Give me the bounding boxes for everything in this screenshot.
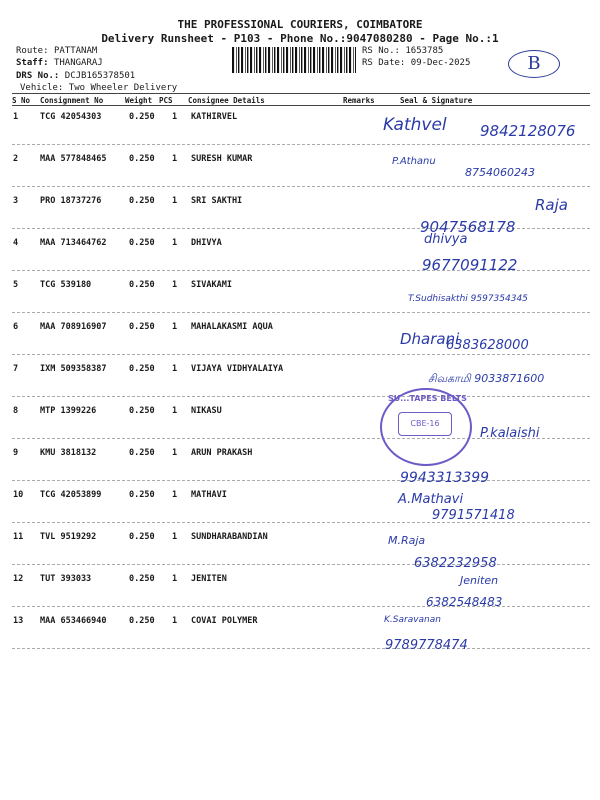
handwritten-note: 9791571418 — [432, 508, 515, 523]
row-name: DHIVYA — [191, 238, 222, 248]
handwritten-note: 9677091122 — [422, 256, 518, 274]
row-sno: 2 — [13, 154, 19, 164]
row-cno: TCG 42053899 — [40, 490, 102, 500]
handwritten-note: K.Saravanan — [384, 615, 441, 625]
row-wt: 0.250 — [129, 322, 155, 332]
col-remarks: Remarks — [343, 96, 375, 105]
handwritten-note: P.Athanu — [392, 156, 436, 167]
row-sno: 13 — [13, 616, 24, 626]
row-cno: TUT 393033 — [40, 574, 92, 584]
table-row-divider — [12, 312, 590, 313]
table-row-divider — [12, 144, 590, 145]
row-name: MAHALAKASMI AQUA — [191, 322, 273, 332]
row-wt: 0.250 — [129, 196, 155, 206]
col-consignment: Consignment No — [40, 96, 104, 105]
row-cno: IXM 509358387 — [40, 364, 107, 374]
row-cno: TCG 42054303 — [40, 112, 102, 122]
table-row-divider — [12, 480, 590, 481]
handwritten-note: Kathvel — [383, 115, 447, 135]
row-pcs: 1 — [172, 154, 178, 164]
row-name: SUNDHARABANDIAN — [191, 532, 268, 542]
row-sno: 11 — [13, 532, 24, 542]
vehicle-value: Two Wheeler Delivery — [68, 83, 178, 93]
header-top-rule — [12, 93, 590, 94]
row-cno: KMU 3818132 — [40, 448, 97, 458]
row-wt: 0.250 — [129, 490, 155, 500]
row-sno: 5 — [13, 280, 19, 290]
row-cno: MTP 1399226 — [40, 406, 97, 416]
handwritten-note: T.Sudhisakthi 9597354345 — [408, 294, 528, 304]
row-cno: PRO 18737276 — [40, 196, 102, 206]
row-name: ARUN PRAKASH — [191, 448, 253, 458]
handwritten-note: Raja — [535, 196, 568, 214]
handwritten-note: Jeniten — [460, 574, 499, 587]
rs-date-info: RS Date: 09-Dec-2025 — [362, 58, 471, 68]
row-cno: MAA 713464762 — [40, 238, 107, 248]
col-consignee: Consignee Details — [188, 96, 265, 105]
handwritten-note: 9943313399 — [400, 470, 490, 486]
row-sno: 6 — [13, 322, 19, 332]
document-subtitle: Delivery Runsheet - P103 - Phone No.:9047080280 - Page No.:1 — [101, 32, 499, 45]
handwritten-note: M.Raja — [388, 534, 426, 547]
row-cno: MAA 708916907 — [40, 322, 107, 332]
handwritten-note: 9789778474 — [385, 638, 468, 653]
row-name: SURESH KUMAR — [191, 154, 253, 164]
handwritten-note: A.Mathavi — [398, 492, 464, 507]
row-sno: 8 — [13, 406, 19, 416]
row-pcs: 1 — [172, 322, 178, 332]
col-seal-signature: Seal & Signature — [400, 96, 473, 105]
document-title: THE PROFESSIONAL COURIERS, COIMBATORE — [177, 18, 423, 31]
rs-date-value: 09-Dec-2025 — [410, 58, 471, 68]
table-row-divider — [12, 186, 590, 187]
col-weight: Weight — [125, 96, 153, 105]
row-pcs: 1 — [172, 238, 178, 248]
row-pcs: 1 — [172, 574, 178, 584]
table-row-divider — [12, 354, 590, 355]
row-sno: 1 — [13, 112, 19, 122]
row-wt: 0.250 — [129, 574, 155, 584]
row-cno: TVL 9519292 — [40, 532, 97, 542]
row-name: SRI SAKTHI — [191, 196, 243, 206]
row-pcs: 1 — [172, 364, 178, 374]
table-row-divider — [12, 396, 590, 397]
route-info: Route: PATTANAM — [16, 46, 98, 56]
handwritten-note: சிவகாமி 9033871600 — [428, 372, 545, 385]
table-row-divider — [12, 648, 590, 649]
handwritten-note: dhivya — [424, 232, 468, 247]
row-pcs: 1 — [172, 448, 178, 458]
col-pcs: PCS — [159, 96, 173, 105]
row-wt: 0.250 — [129, 616, 155, 626]
handwritten-note: 8754060243 — [465, 166, 535, 179]
row-pcs: 1 — [172, 490, 178, 500]
row-wt: 0.250 — [129, 364, 155, 374]
row-pcs: 1 — [172, 196, 178, 206]
header-bottom-rule — [12, 105, 590, 106]
row-name: NIKASU — [191, 406, 222, 416]
row-pcs: 1 — [172, 280, 178, 290]
row-pcs: 1 — [172, 616, 178, 626]
row-name: COVAI POLYMER — [191, 616, 258, 626]
staff-value: THANGARAJ — [53, 58, 103, 68]
handwritten-note: 6382232958 — [414, 556, 497, 571]
table-row-divider — [12, 606, 590, 607]
row-name: JENITEN — [191, 574, 227, 584]
row-pcs: 1 — [172, 532, 178, 542]
row-wt: 0.250 — [129, 112, 155, 122]
row-cno: MAA 653466940 — [40, 616, 107, 626]
row-name: SIVAKAMI — [191, 280, 232, 290]
row-wt: 0.250 — [129, 238, 155, 248]
handwritten-note: 6382548483 — [426, 595, 503, 609]
handwritten-note: 9842128076 — [480, 122, 576, 140]
vehicle-info: Vehicle: Two Wheeler Delivery — [20, 83, 178, 93]
row-name: KATHIRVEL — [191, 112, 238, 122]
drs-info: DRS No.: DCJB165378501 — [16, 71, 136, 81]
row-sno: 12 — [13, 574, 24, 584]
handwritten-note: 9047568178 — [420, 218, 516, 236]
row-cno: MAA 577848465 — [40, 154, 107, 164]
barcode — [232, 47, 356, 73]
row-wt: 0.250 — [129, 532, 155, 542]
row-sno: 10 — [13, 490, 24, 500]
rs-number-info: RS No.: 1653785 — [362, 46, 444, 56]
row-sno: 4 — [13, 238, 19, 248]
route-value: PATTANAM — [53, 46, 98, 56]
handwritten-note: 6383628000 — [446, 338, 529, 353]
row-sno: 9 — [13, 448, 19, 458]
row-wt: 0.250 — [129, 154, 155, 164]
handwritten-note: P.kalaishi — [480, 426, 540, 441]
row-sno: 3 — [13, 196, 19, 206]
row-pcs: 1 — [172, 406, 178, 416]
drs-value: DCJB165378501 — [64, 71, 136, 81]
row-name: VIJAYA VIDHYALAIYA — [191, 364, 284, 374]
row-wt: 0.250 — [129, 280, 155, 290]
circled-mark: B — [508, 50, 560, 78]
row-pcs: 1 — [172, 112, 178, 122]
col-sno: S No — [12, 96, 31, 105]
row-wt: 0.250 — [129, 448, 155, 458]
row-name: MATHAVI — [191, 490, 227, 500]
rubber-stamp: SU...TAPES BELTS CBE-16 — [380, 388, 472, 466]
rs-number-value: 1653785 — [405, 46, 444, 56]
row-wt: 0.250 — [129, 406, 155, 416]
row-sno: 7 — [13, 364, 19, 374]
row-cno: TCG 539180 — [40, 280, 92, 290]
staff-info: Staff: THANGARAJ — [16, 58, 103, 68]
table-row-divider — [12, 564, 590, 565]
handwritten-note: Dharani — [400, 330, 460, 348]
